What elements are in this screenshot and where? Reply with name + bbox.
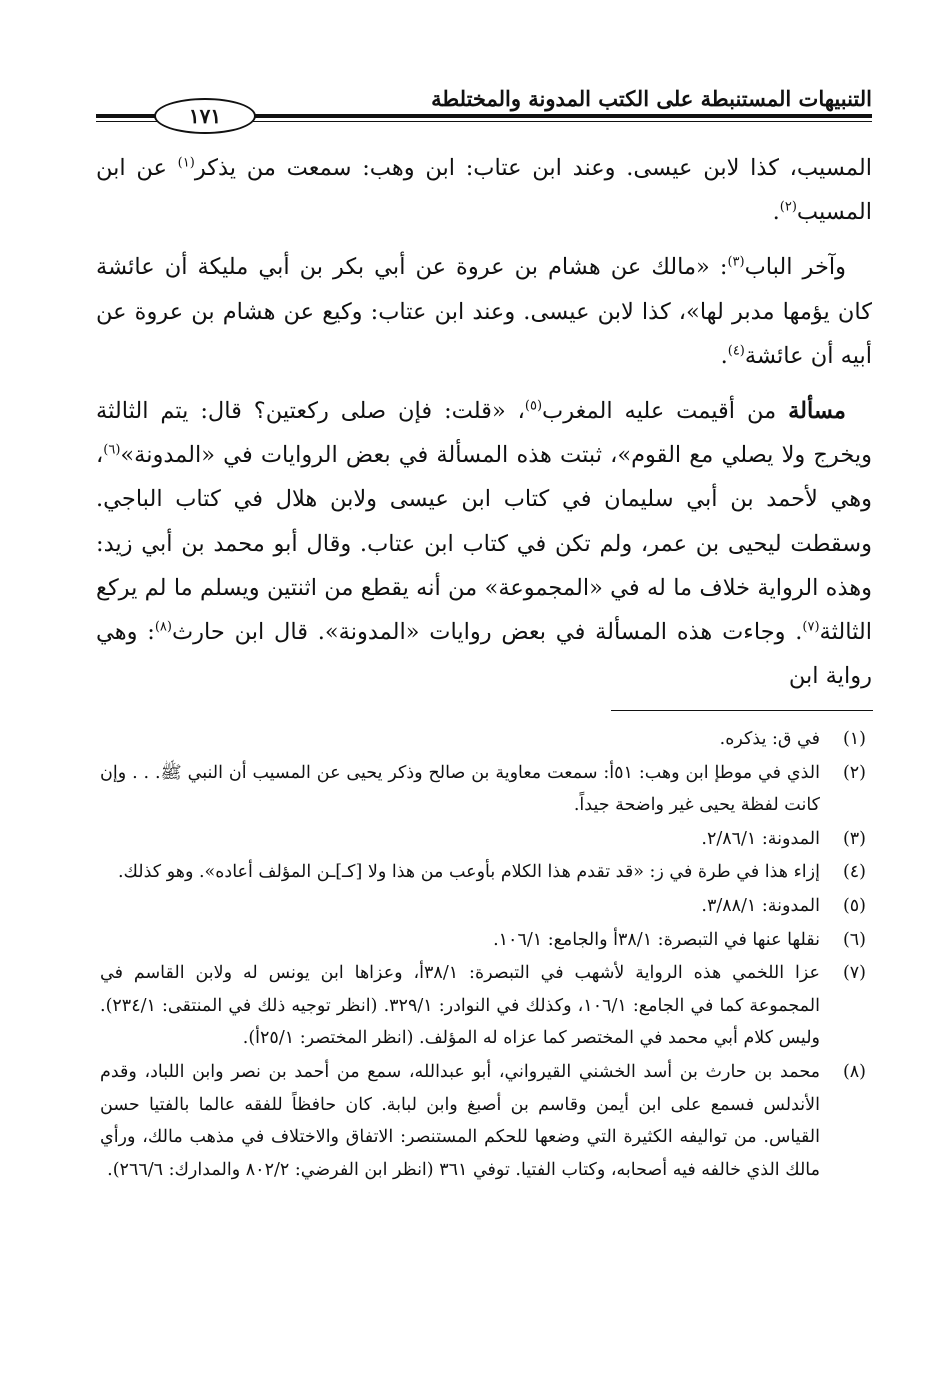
footnote xyxy=(100,823,866,856)
footnote-ref-5: (٥) xyxy=(524,398,543,414)
footnote-ref-2: (٢) xyxy=(779,199,797,215)
footnote-number: (٣) xyxy=(842,828,866,849)
footnote xyxy=(100,924,866,957)
footnote-text: نقلها عنها في التبصرة: ٣٨/١أ والجامع: ١٠٦/١. xyxy=(493,929,820,950)
p3-text-e: : وهي رواية ابن xyxy=(96,619,872,690)
footnote xyxy=(100,1056,866,1186)
p2-text-b: : «مالك عن هشام بن عروة عن أبي بكر بن أبي مليكة أن عائشة كان يؤمها مدبر لها»، كذا لابن عيسى. وعند ابن عتاب: وكيع عن هشام بن عروة عن أبيه أن عائشة xyxy=(96,254,872,369)
footnote xyxy=(100,957,866,1055)
p3-text-a: من أقيمت عليه المغرب xyxy=(542,398,789,425)
footnote xyxy=(100,890,866,923)
running-title: التنبيهات المستنبطة على الكتب المدونة والمختلطة xyxy=(431,86,872,111)
paragraph-2 xyxy=(96,245,872,378)
footnote-ref-4: (٤) xyxy=(727,343,745,359)
footnotes xyxy=(100,723,866,1187)
p1-text-a: المسيب، كذا لابن عيسى. وعند ابن عتاب: ابن وهب: سمعت من يذكر xyxy=(194,155,873,181)
footnote-separator xyxy=(611,710,873,711)
footnote xyxy=(100,723,866,756)
footnote-number: (٧) xyxy=(842,963,866,984)
footnote xyxy=(100,856,866,889)
footnote-ref-8: (٨) xyxy=(154,619,172,635)
footnote-text: المدونة: ٢/٨٦/١. xyxy=(701,828,820,849)
p3-text-c: ، وهي لأحمد بن أبي سليمان في كتاب ابن عيسى ولابن هلال في كتاب الباجي. وسقطت ليحيى بن عمر، ولم تكن في كتاب ابن عتاب. وقال أبو محمد بن أبي زيد: وهذه الرواية خلاف ما له في «المجموعة» من أنه يقطع من اثنتين ويسلم ما لم يركع الثالثة xyxy=(96,442,873,646)
footnote-ref-6: (٦) xyxy=(103,442,121,458)
footnote-ref-3: (٣) xyxy=(727,254,745,270)
footnote-text: الذي في موطإ ابن وهب: ٥١أ: سمعت معاوية بن صالح وذكر يحيى عن المسيب أن النبي ﷺ. . . وإن كانت لفظة يحيى غير واضحة جيداً. xyxy=(100,762,820,816)
p1-text-b: عن ابن المسيب xyxy=(96,155,872,226)
footnote-number: (٨) xyxy=(842,1061,866,1082)
footnote-number: (٢) xyxy=(842,762,866,783)
footnote-text: إزاء هذا في طرة في ز: «قد تقدم هذا الكلام بأوعب من هذا ولا [كـ]ـن المؤلف أعاده». وهو كذلك. xyxy=(117,862,820,883)
footnote-number: (٥) xyxy=(842,895,866,916)
footnote-number: (٦) xyxy=(842,929,866,950)
footnote-text: محمد بن حارث بن أسد الخشني القيرواني، أبو عبدالله، سمع من أحمد بن نصر وابن اللباد، وقدم الأندلس فسمع على ابن أيمن وقاسم بن أصبغ وابن لبابة. كان حافظاً للفقه عالما بالفتيا حسن القياس. من تواليفه الكثيرة التي وضعها للحكم المستنصر: الاتفاق والاختلاف في مذهب مالك، ورأي مالك الذي خالفه فيه أصحابه، وكتاب الفتيا. توفي ٣٦١ (انظر ابن الفرضي: ٨٠٢/٢ والمدارك: ٢٦٦/٦). xyxy=(100,1061,820,1180)
p2-text-c: . xyxy=(720,342,728,369)
page-number: ١٧١ xyxy=(154,98,256,134)
paragraph-3 xyxy=(96,389,872,698)
footnote-text: في ق: يذكره. xyxy=(719,729,820,749)
footnote-text: المدونة: ٣/٨٨/١. xyxy=(701,895,820,916)
p3-bold-word: مسألة xyxy=(788,398,846,425)
footnote-text: عزا اللخمي هذه الرواية لأشهب في التبصرة: ٣٨/١أ، وعزاها ابن يونس له ولابن القاسم في المجموعة كما في الجامع: ١٠٦/١، وكذلك في النوادر: ٣٢٩/١. (انظر توجيه ذلك في المنتقى: ٢٣٤/١). وليس كلام أبي محمد في المختصر كما عزاه له المؤلف. (انظر المختصر: ٢٥/١أ). xyxy=(100,963,820,1049)
p3-text-b: ، «قلت: فإن صلى ركعتين؟ قال: يتم الثالثة ويخرج ولا يصلي مع القوم»، ثبتت هذه المسألة في بعض الروايات في «المدونة» xyxy=(96,398,872,469)
footnote-ref-7: (٧) xyxy=(802,619,820,635)
footnote-ref-1: (١) xyxy=(177,155,195,171)
page-header xyxy=(96,84,872,134)
p2-text-a: وآخر الباب xyxy=(744,254,846,281)
paragraph-1 xyxy=(96,146,872,234)
main-text xyxy=(96,146,872,709)
footnote xyxy=(100,757,866,822)
footnote-number: (٤) xyxy=(842,862,866,883)
p1-text-c: . xyxy=(772,199,780,226)
footnote-number: (١) xyxy=(842,729,866,749)
p3-text-d: . وجاءت هذه المسألة في بعض روايات «المدونة». قال ابن حارث xyxy=(171,619,803,646)
